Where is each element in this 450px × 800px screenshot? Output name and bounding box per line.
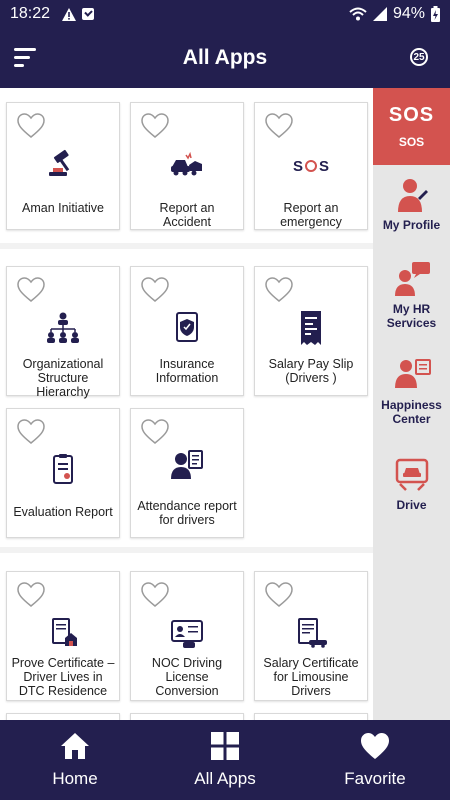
card-label: Organizational Structure Hierarchy (22, 357, 104, 399)
car-crash-icon (169, 147, 205, 181)
card-label: Aman Initiative (22, 201, 104, 215)
nav-favorite[interactable] (300, 720, 450, 800)
favorite-heart-icon[interactable] (141, 419, 169, 445)
menu-icon[interactable] (14, 48, 36, 68)
receipt-icon (293, 311, 329, 345)
favorite-heart-icon[interactable] (17, 582, 45, 608)
card-label: Salary Certificate for Limousine Drivers (263, 656, 359, 698)
sidebar-item-drive[interactable] (373, 456, 450, 512)
app-card-partial[interactable] (6, 713, 120, 720)
sidebar-item-my-profile[interactable] (373, 176, 450, 232)
app-card-partial[interactable] (130, 713, 244, 720)
warning-icon (62, 8, 76, 21)
battery-charging-icon (431, 6, 440, 22)
app-card-prove-certificate[interactable] (6, 571, 120, 701)
grid-icon (210, 731, 240, 761)
nav-label: Favorite (344, 769, 406, 788)
sidebar-item-label: SOS (398, 135, 425, 149)
license-icon (169, 616, 205, 650)
apps-grid (0, 88, 373, 720)
app-card-noc-driving-license[interactable] (130, 571, 244, 701)
sidebar-item-sos[interactable] (373, 88, 450, 165)
happiness-center-icon (392, 356, 432, 394)
sidebar-item-label: My HR Services (386, 302, 437, 330)
apps-section (0, 249, 373, 547)
card-label: Salary Pay Slip (Drivers ) (268, 357, 354, 385)
card-label: Report an emergency (280, 201, 342, 229)
limousine-certificate-icon (293, 616, 329, 650)
favorite-heart-icon[interactable] (141, 277, 169, 303)
svg-text:S: S (293, 158, 304, 175)
sidebar-item-label: My Profile (382, 218, 441, 232)
nav-home[interactable] (0, 720, 150, 800)
gavel-icon (45, 147, 81, 181)
home-icon (60, 731, 90, 761)
attendance-icon (169, 449, 205, 483)
favorite-heart-icon[interactable] (265, 277, 293, 303)
sidebar (373, 88, 450, 720)
app-card-salary-certificate-limousine[interactable] (254, 571, 368, 701)
app-card-org-structure[interactable] (6, 266, 120, 399)
insurance-document-icon (169, 311, 205, 345)
sidebar-item-hr-services[interactable] (373, 260, 450, 330)
app-card-salary-pay-slip[interactable] (254, 266, 368, 396)
apps-section (0, 553, 373, 720)
card-label: Evaluation Report (13, 505, 113, 519)
favorite-heart-icon[interactable] (265, 582, 293, 608)
card-label: NOC Driving License Conversion (151, 656, 223, 698)
favorite-heart-icon[interactable] (265, 113, 293, 139)
app-header (0, 28, 450, 88)
apps-section (0, 88, 373, 243)
drive-icon (392, 456, 432, 494)
app-card-partial[interactable] (254, 713, 368, 720)
favorite-heart-icon[interactable] (17, 277, 45, 303)
bottom-navigation (0, 720, 450, 800)
favorite-heart-icon[interactable] (141, 582, 169, 608)
app-card-attendance-report[interactable] (130, 408, 244, 538)
card-label: Attendance report for drivers (137, 499, 237, 527)
org-chart-icon (45, 311, 81, 345)
favorite-heart-icon[interactable] (17, 419, 45, 445)
favorite-heart-icon[interactable] (17, 113, 45, 139)
signal-icon (373, 7, 387, 21)
sidebar-item-happiness-center[interactable] (373, 356, 450, 426)
status-bar (0, 0, 450, 28)
check-square-icon (82, 8, 94, 20)
app-card-report-emergency[interactable] (254, 102, 368, 230)
nav-label: All Apps (194, 769, 256, 788)
nav-label: Home (52, 769, 98, 788)
profile-icon (392, 176, 432, 214)
clipboard-icon (45, 453, 81, 487)
sos-icon (293, 147, 329, 181)
status-time: 18:22 (10, 5, 51, 22)
app-card-insurance-information[interactable] (130, 266, 244, 396)
sos-icon: SOS (388, 104, 435, 126)
card-label: Prove Certificate – Driver Lives in DTC Residence (11, 656, 115, 698)
battery-percent: 94% (392, 5, 425, 22)
sidebar-item-label: Happiness Center (381, 398, 442, 426)
heart-filled-icon (360, 731, 390, 761)
page-title: All Apps (182, 46, 268, 69)
favorite-heart-icon[interactable] (141, 113, 169, 139)
residence-certificate-icon (45, 616, 81, 650)
app-card-report-accident[interactable] (130, 102, 244, 230)
svg-text:S: S (318, 158, 329, 175)
card-label: Insurance Information (155, 357, 219, 385)
nav-all-apps[interactable] (150, 720, 300, 800)
wifi-icon (349, 7, 367, 21)
app-card-aman-initiative[interactable] (6, 102, 120, 230)
app-card-evaluation-report[interactable] (6, 408, 120, 538)
card-label: Report an Accident (159, 201, 215, 229)
hr-services-icon (392, 260, 432, 298)
sidebar-item-label: Drive (396, 498, 427, 512)
notification-badge-icon[interactable]: 25 (410, 48, 428, 66)
